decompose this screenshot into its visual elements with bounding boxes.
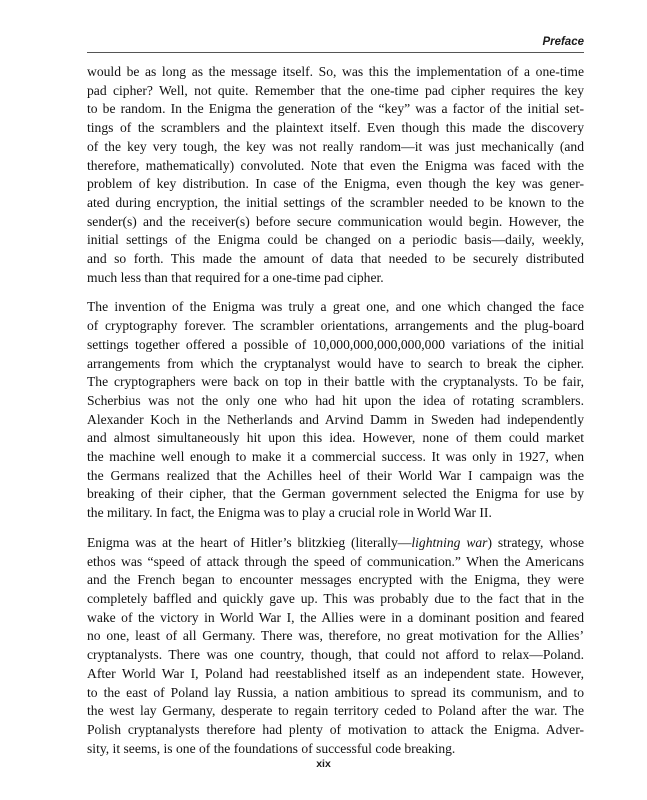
text-line: cryptanalysts. There was one country, though, that could not afford to relax—Poland. (87, 647, 584, 663)
paragraph-3 (87, 534, 584, 758)
text-line: the Germans realized that the Achilles heel of their World War I campaign was the (87, 467, 584, 483)
text-line: and so forth. This made the amount of data that needed to be securely distributed (87, 251, 584, 267)
text-line: arrangements from which the cryptanalyst would have to search to break the cipher. (87, 355, 584, 371)
italic-term: lightning war (411, 534, 488, 550)
text-line: problem of key distribution. In case of the Enigma, even though the key was gener- (87, 176, 584, 192)
text-line: of the key very tough, the key was not really random—it was just mechanically (and (87, 138, 584, 154)
text-line: ethos was “speed of attack through the speed of communication.” When the Americans (87, 553, 584, 569)
text-line: The invention of the Enigma was truly a great one, and one which changed the face (87, 299, 584, 315)
text-line: sity, it seems, is one of the foundations of successful code breaking. (87, 740, 456, 756)
text-line: the west lay Germany, desperate to regain territory ceded to Poland after the war. The (87, 703, 584, 719)
text-line: tings of the scramblers and the plaintext itself. Even though this made the discovery (87, 120, 584, 136)
text-line: to be random. In the Enigma the generation of the “key” was a factor of the initial set- (87, 101, 584, 117)
text-line: ated during encryption, the initial settings of the scrambler needed to be known to the (87, 194, 584, 210)
text-line: The cryptographers were back on top in their battle with the cryptanalysts. To be fair, (87, 374, 584, 390)
text-line: settings together offered a possible of 10,000,000,000,000,000 variations of the initial (87, 336, 584, 352)
text-line: of cryptography forever. The scrambler orientations, arrangements and the plug-board (87, 318, 584, 334)
text-line: breaking of their cipher, that the German government selected the Enigma for use by (87, 486, 584, 502)
body-text (87, 63, 584, 758)
text-line-with-italic (87, 534, 584, 553)
running-head-title: Preface (542, 36, 584, 48)
text-line: much less than that required for a one-time pad cipher. (87, 269, 384, 285)
text-line: pad cipher? Well, not quite. Remember that the one-time pad cipher requires the key (87, 82, 584, 98)
text-line: the machine well enough to make it a commercial success. It was only in 1927, when (87, 449, 584, 465)
text-line: Scherbius was not the only one who had hit upon the idea of rotating scramblers. (87, 392, 584, 408)
text-line: and almost simultaneously hit upon this idea. However, none of them could market (87, 430, 584, 446)
text-line: After World War I, Poland had reestablished itself as an independent state. However, (87, 665, 584, 681)
paragraph-1 (87, 63, 584, 287)
text-run: ) strategy, whose (487, 534, 584, 550)
text-line: would be as long as the message itself. So, was this the implementation of a one-time (87, 64, 584, 79)
text-line: Polish cryptanalysts therefore had plenty of motivation to attack the Enigma. Adver- (87, 721, 584, 737)
text-line: to the east of Poland lay Russia, a nation ambitious to spread its communism, and to (87, 684, 584, 700)
paragraph-2 (87, 298, 584, 522)
text-line: therefore, mathematically) convoluted. Note that even the Enigma was faced with the (87, 157, 584, 173)
header-rule (87, 52, 584, 53)
page-number: xix (316, 758, 331, 770)
text-run: Enigma was at the heart of Hitler’s blitzkieg (literally— (87, 534, 412, 550)
text-line: sender(s) and the receiver(s) before secure communication would begin. However, the (87, 213, 584, 229)
text-line: Alexander Koch in the Netherlands and Arvind Damm in Sweden had independently (87, 411, 584, 427)
text-line: the military. In fact, the Enigma was to play a crucial role in World War II. (87, 505, 492, 521)
text-line: wake of the victory in World War I, the Allies were in a dominant position and feared (87, 609, 584, 625)
text-line: initial settings of the Enigma could be changed on a periodic basis—daily, weekly, (87, 232, 584, 248)
text-line: completely baffled and quickly gave up. This was probably due to the fact that in the (87, 590, 584, 606)
text-line: no one, least of all Germany. There was, therefore, no great motivation for the Allies’ (87, 628, 584, 644)
text-line: and the French began to encounter messages encrypted with the Enigma, they were (87, 572, 584, 588)
